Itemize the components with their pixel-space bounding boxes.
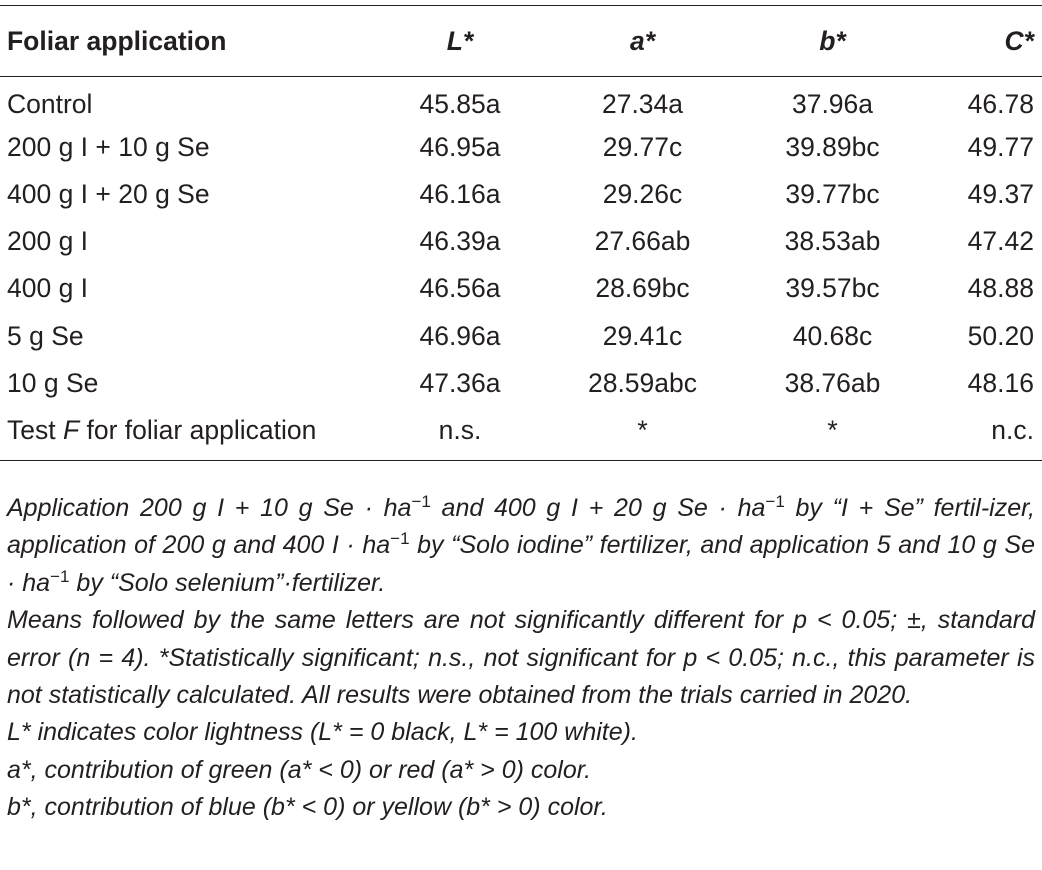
cell-l-star: 46.39a: [419, 226, 501, 257]
row-label: 400 g I + 20 g Se: [7, 178, 210, 209]
cell-c-star: 48.16: [967, 367, 1034, 398]
cell-c-star: 49.77: [967, 131, 1034, 162]
footnote-application: [7, 490, 1035, 602]
table-row: [0, 312, 1042, 359]
cell-a-star: 29.26c: [602, 178, 683, 209]
cell-l-star: 47.36a: [419, 367, 501, 398]
cell-a-star: 27.66ab: [594, 226, 691, 257]
cell-c-star: 47.42: [967, 226, 1034, 257]
exponent: −1: [765, 492, 785, 511]
cell-l-star: 46.95a: [419, 131, 501, 162]
test-f-row: [0, 407, 1042, 461]
cell-b-star: 40.68c: [792, 320, 873, 351]
cell-c-star: 46.78: [967, 88, 1034, 119]
header-foliar-application: Foliar application: [0, 6, 360, 77]
row-label: 10 g Se: [7, 367, 99, 398]
table-row: [0, 171, 1042, 218]
cell-b-star: 38.53ab: [784, 226, 881, 257]
row-label: 200 g I + 10 g Se: [7, 131, 210, 162]
row-label: 400 g I: [7, 273, 89, 304]
header-a-star: a*: [560, 6, 725, 77]
cell-l-star: 46.96a: [419, 320, 501, 351]
exponent: −1: [50, 566, 70, 586]
table-row: [0, 77, 1042, 124]
table-footnotes: [7, 490, 1035, 827]
test-f-label-post: for foliar application: [79, 415, 317, 446]
row-label: 5 g Se: [7, 320, 84, 351]
cell-c-star-test: n.c.: [940, 407, 1042, 461]
cell-l-star: 46.56a: [419, 273, 501, 304]
cell-l-star: 46.16a: [419, 178, 501, 209]
footnote-application-part-2: and 400 g I + 20 g Se · ha: [430, 494, 766, 522]
table-row: [0, 124, 1042, 171]
test-f-label-f: F: [62, 415, 80, 446]
cell-c-star: 48.88: [967, 273, 1034, 304]
table-row: [0, 218, 1042, 265]
footnote-lightness: L* indicates color lightness (L* = 0 black, L* = 100 white).: [7, 718, 638, 747]
cell-a-star-test: *: [560, 407, 725, 461]
cell-b-star: 39.89bc: [785, 131, 880, 162]
cell-b-star-test: *: [725, 407, 940, 461]
cell-c-star: 49.37: [967, 178, 1034, 209]
cell-l-star: 45.85a: [419, 88, 501, 119]
row-label: Control: [7, 88, 93, 119]
table-row: [0, 360, 1042, 407]
footnote-application-part-3: by “I + Se” fertil-izer, application of 200 g and 400 I · ha: [7, 494, 1035, 560]
table-row: [0, 265, 1042, 312]
cell-b-star: 39.57bc: [785, 273, 880, 304]
cell-c-star: 50.20: [967, 320, 1034, 351]
cell-a-star: 29.41c: [602, 320, 683, 351]
footnote-application-part-1: Application 200 g I + 10 g Se · ha: [7, 494, 412, 522]
table-header-row: [0, 6, 1042, 77]
test-f-label-pre: Test: [7, 415, 63, 446]
footnote-application-part-4: by “Solo iodine” fertilizer, and application 5 and 10 g Se · ha: [7, 531, 1035, 597]
row-label-test-f: [0, 407, 360, 461]
header-c-star: C*: [940, 6, 1042, 77]
exponent: −1: [411, 492, 431, 511]
exponent: −1: [390, 529, 410, 549]
cell-l-star-test: n.s.: [360, 407, 560, 461]
footnote-b-star: b*, contribution of blue (b* < 0) or yellow (b* > 0) color.: [7, 793, 608, 822]
footnote-means: Means followed by the same letters are not significantly different for p < 0.05; ±, standard error (n = 4). *Statistically significant; n.s., not significant for p < 0.05; n.c., this parameter is not statistically calculated. All results were obtained from the trials carried in 2020.: [7, 606, 1035, 710]
cell-b-star: 38.76ab: [784, 367, 881, 398]
cell-a-star: 27.34a: [601, 88, 684, 119]
footnote-application-part-5: by “Solo selenium”·fertilizer.: [69, 568, 386, 597]
cell-b-star: 39.77bc: [785, 178, 880, 209]
footnote-a-star: a*, contribution of green (a* < 0) or red (a* > 0) color.: [7, 755, 592, 784]
cell-a-star: 29.77c: [602, 131, 683, 162]
row-label: 200 g I: [7, 226, 89, 257]
header-b-star: b*: [725, 6, 940, 77]
cell-b-star: 37.96a: [791, 88, 874, 119]
color-parameters-table: [0, 5, 1042, 461]
cell-a-star: 28.59abc: [587, 367, 698, 398]
cell-a-star: 28.69bc: [595, 273, 690, 304]
header-l-star: L*: [360, 6, 560, 77]
